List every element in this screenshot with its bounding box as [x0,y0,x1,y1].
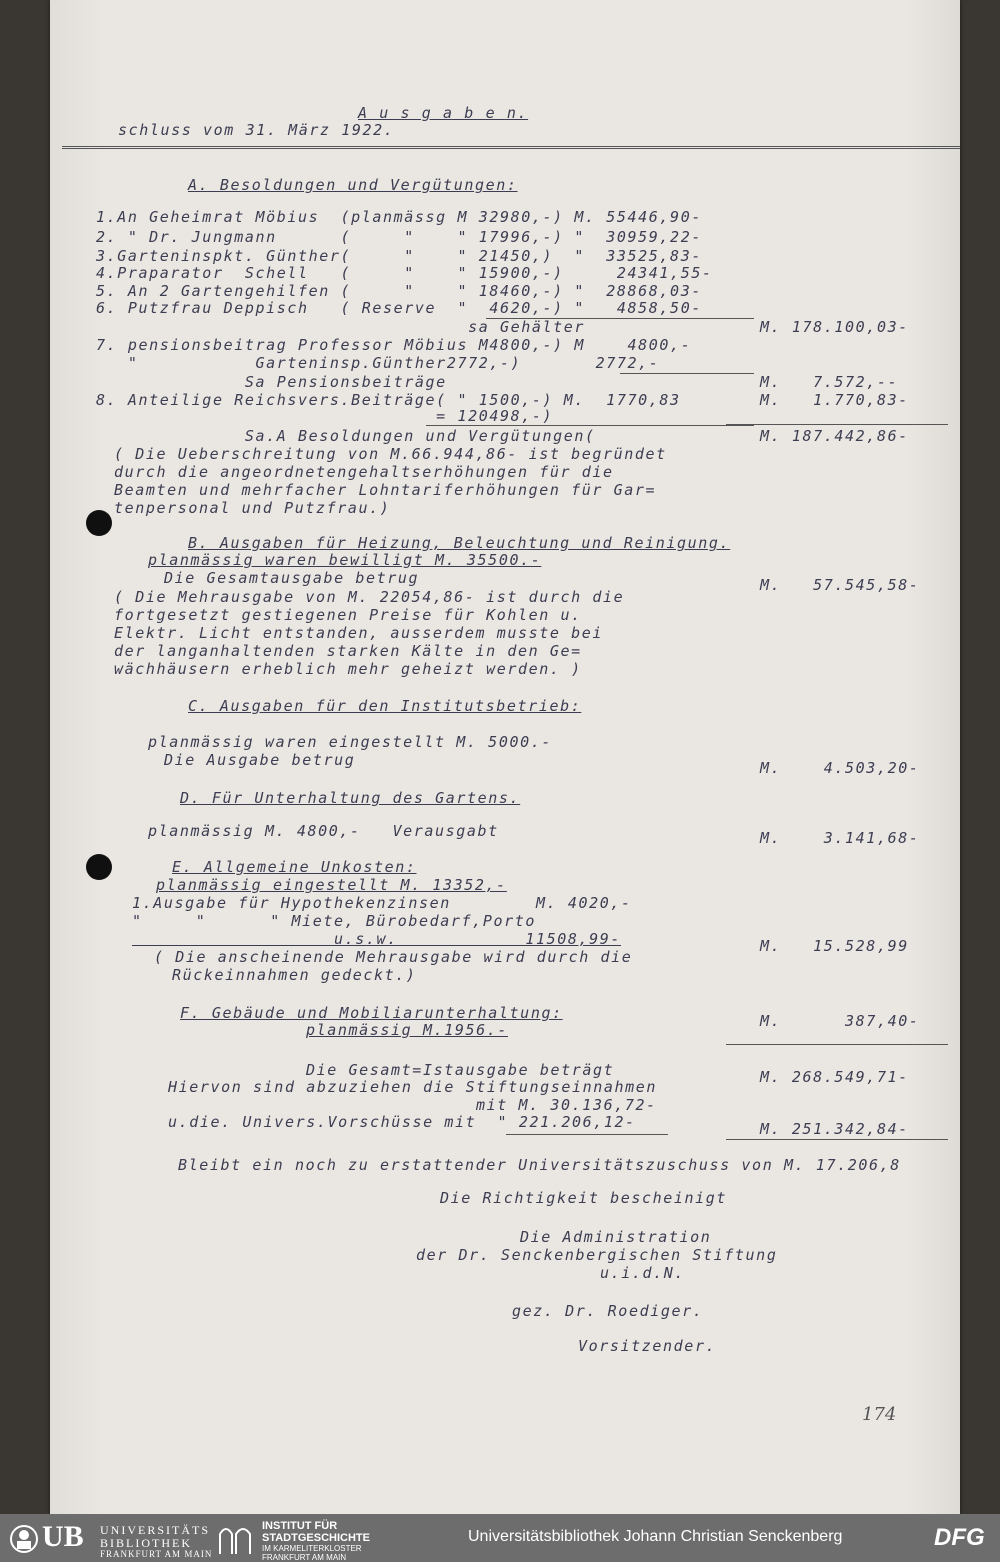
section-c-heading: C. Ausgaben für den Institutsbetrieb: [188,697,582,715]
section-a-line: 6. Putzfrau Deppisch ( Reserve " 4620,-) " 4858,50- [96,299,702,317]
signatory-role: Vorsitzender. [578,1337,717,1355]
section-b-line: Die Gesamtausgabe betrug [164,569,420,587]
isg-name-line: IM KARMELITERKLOSTER [262,1544,362,1553]
header-separator [62,146,960,149]
deduction-line: mit M. 30.136,72- [476,1096,657,1114]
section-e-amount: M. 15.528,99 [760,937,909,955]
section-a-line: 4.Praparator Schell ( " " 15900,-) 24341,55- [96,264,713,282]
section-a-heading: A. Besoldungen und Vergütungen: [188,176,518,194]
section-a-line: 1.An Geheimrat Möbius (planmässg M 32980,-) M. 55446,90- [96,208,702,226]
signature-org: Die Administration [520,1228,712,1246]
section-d-line: planmässig M. 4800,- Verausgabt [148,822,499,840]
isg-name-line: INSTITUT FÜR [262,1520,338,1532]
net-total-amount: M. 251.342,84- [760,1120,909,1138]
document-title: A u s g a b e n. [358,104,529,122]
section-c-line: Die Ausgabe betrug [164,751,356,769]
section-d-amount: M. 3.141,68- [760,829,920,847]
section-b-heading: B. Ausgaben für Heizung, Beleuchtung und Reinigung. [188,534,731,552]
isg-emblem-icon [216,1522,254,1556]
total-rule [726,1139,948,1140]
punch-hole-top [86,510,112,536]
section-a-line: 2. " Dr. Jungmann ( " " 17996,-) " 30959,22- [96,228,702,246]
section-a-line: sa Gehälter [96,318,586,336]
subtotal-rule [506,1134,668,1135]
deduction-label: Hiervon sind abzuziehen die Stiftungseinnahmen [168,1078,658,1096]
subtotal-rule [620,373,754,374]
section-e-note: Rückeinnahmen gedeckt.) [172,966,417,984]
section-a-total: M. 187.442,86- [760,427,909,445]
section-c-line: planmässig waren eingestellt M. 5000.- [148,733,552,751]
section-e-line: " " " Miete, Bürobedarf,Porto [132,912,536,930]
page-number: 174 [862,1404,897,1425]
section-a-line: 7. pensionsbeitrag Professor Möbius M4800,-) M 4800,- [96,336,692,354]
isg-name-line: FRANKFURT AM MAIN [262,1553,347,1562]
grand-total-amount: M. 268.549,71- [760,1068,909,1086]
section-b-note: ( Die Mehrausgabe von M. 22054,86- ist durch die [114,588,625,606]
document-page [50,0,960,1514]
subtotal-rule [426,425,754,426]
dfg-logo: DFG [934,1524,985,1551]
section-e-note: ( Die anscheinende Mehrausgabe wird durch die [154,948,633,966]
signature-org: der Dr. Senckenbergischen Stiftung [416,1246,778,1264]
signature-org: u.i.d.N. [600,1264,686,1282]
section-a-line: " Garteninsp.Günther2772,-) 2772,- [96,354,660,372]
section-a-line: 8. Anteilige Reichsvers.Beiträge( " 1500,-) M. 1770,83 [96,391,681,409]
section-a-note: Beamten und mehrfacher Lohntariferhöhungen für Gar= [114,481,657,499]
deduction-line: u.die. Univers.Vorschüsse mit " 221.206,12- [168,1113,636,1131]
certification-text: Die Richtigkeit bescheinigt [440,1189,728,1207]
total-rule [726,424,948,425]
section-f-amount: M. 387,40- [760,1012,920,1030]
section-a-line: Sa.A Besoldungen und Vergütungen( [96,427,596,445]
ub-name-line: BIBLIOTHEK [100,1536,192,1550]
section-b-amount: M. 57.545,58- [760,576,920,594]
ub-name-line: FRANKFURT AM MAIN [100,1549,213,1559]
section-a-note: ( Die Ueberschreitung von M.66.944,86- ist begründet [114,445,667,463]
signatory-name: gez. Dr. Roediger. [512,1302,704,1320]
section-e-heading: E. Allgemeine Unkosten: [172,858,417,876]
section-e-line: u.s.w. 11508,99- [132,930,622,948]
grand-total-label: Die Gesamt=Istausgabe beträgt [306,1061,615,1079]
section-b-note: der langanhaltenden starken Kälte in den Ge= [114,642,582,660]
footer-bar [0,1514,1000,1562]
section-a-amount: M. 7.572,-- [760,373,899,391]
footer-center-text: Universitätsbibliothek Johann Christian Senckenberg [468,1528,843,1545]
section-a-note: durch die angeordnetengehaltserhöhungen für die [114,463,614,481]
section-e-line: planmässig eingestellt M. 13352,- [156,876,507,894]
section-a-amount: M. 1.770,83- [760,391,909,409]
punch-hole-bottom [86,854,112,880]
section-b-note: wächhäusern erheblich mehr geheizt werden. ) [114,660,582,678]
remaining-line: Bleibt ein noch zu erstattender Universitätszuschuss von M. 17.206,8 [178,1156,901,1174]
ub-emblem-icon [8,1524,40,1554]
total-rule [726,1044,948,1045]
section-a-note: tenpersonal und Putzfrau.) [114,499,391,517]
isg-name-line: STADTGESCHICHTE [262,1532,370,1544]
section-d-heading: D. Für Unterhaltung des Gartens. [180,789,521,807]
section-f-line: planmässig M.1956.- [306,1021,508,1039]
section-b-note: Elektr. Licht entstanden, ausserdem musste bei [114,624,604,642]
ub-logo: UB [42,1520,84,1553]
section-b-line: planmässig waren bewilligt M. 35500.- [148,551,542,569]
document-subtitle: schluss vom 31. März 1922. [118,121,395,139]
ub-name-line: UNIVERSITÄTS [100,1523,210,1537]
section-a-line: = 120498,-) [96,407,554,425]
section-b-note: fortgesetzt gestiegenen Preise für Kohlen u. [114,606,582,624]
section-c-amount: M. 4.503,20- [760,759,920,777]
section-a-amount: M. 178.100,03- [760,318,909,336]
section-e-line: 1.Ausgabe für Hypothekenzinsen M. 4020,- [132,894,632,912]
section-a-line: 3.Garteninspkt. Günther( " " 21450,) " 33525,83- [96,247,702,265]
section-a-line: 5. An 2 Gartengehilfen ( " " 18460,-) " 28868,03- [96,282,702,300]
section-f-heading: F. Gebäude und Mobiliarunterhaltung: [180,1004,563,1022]
section-a-line: Sa Pensionsbeiträge [96,373,447,391]
